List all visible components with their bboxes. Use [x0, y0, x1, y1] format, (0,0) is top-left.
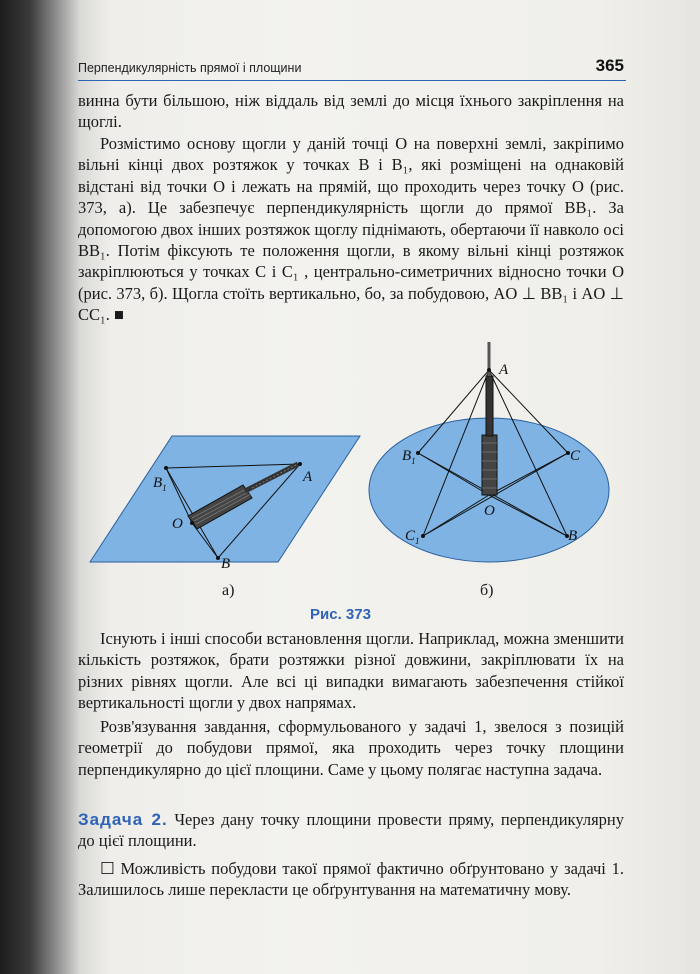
- task-2-solution: [78, 858, 624, 901]
- paragraph-continuation: [78, 90, 624, 133]
- paragraph-4-text: Розв'язування завдання, сформульованого у задачі 1, звелося з позицій геометрії до побудови прямої, яка проходить через точку площини перпендикулярно до цієї площини. Саме у цьому полягає наступна задача.: [78, 717, 624, 779]
- task-2-label: Задача 2.: [78, 810, 168, 829]
- label-b-B1: $B_1$: [402, 448, 416, 466]
- label-a-O: O: [172, 516, 183, 532]
- figure-373: [80, 340, 640, 630]
- paragraph-2-text: Розмістимо основу щогли у даній точці O на поверхні землі, закріпимо вільні кінці двох розтяжок у точках B і B₁, які розміщені на однаковій відстані від точки O і лежать на прямій, що проходить через точку O (рис. 373, а). Це забезпечує перпендикулярність щогли до прямої BB₁. За допомогою двох інших розтяжок щоглу піднімають, обертаючи її навколо осі BB₁. Потім фіксують те положення щогли, в якому вільні кінці розтяжок закріплюються у точках C і C₁ , центрально-симетричних відносно точки O (рис. 373, б). Щогла стоїть вертикально, бо, за побудовою, AO ⊥ BB₁ і AO ⊥ CC₁. ■: [78, 134, 624, 325]
- label-b-B: B: [568, 528, 578, 544]
- label-b-C1: $C_1$: [405, 528, 420, 546]
- label-a-A: A: [303, 469, 313, 485]
- task-2: [78, 809, 624, 852]
- figure-373-drawing: [80, 340, 640, 630]
- running-header: [78, 54, 626, 81]
- label-b-O: O: [484, 503, 495, 519]
- paragraph-other-methods: [78, 628, 624, 714]
- proof-start-box-icon: ☐: [100, 859, 115, 878]
- paragraph-3-text: Існують і інші способи встановлення щогли. Наприклад, можна зменшити кількість розтяжок, брати розтяжки різної довжини, закріплювати їх на різних рівнях щогли. Але всі ці випадки вимагають забезпечення стійкої вертикальності щогли у двох напрямах.: [78, 629, 624, 713]
- task-2-statement: Через дану точку площини провести пряму, перпендикулярну до цієї площини.: [78, 810, 624, 851]
- figure-caption: Рис. 373: [310, 606, 371, 623]
- label-b-A: A: [499, 362, 509, 378]
- paragraph-mast-setup: [78, 133, 624, 326]
- paragraph-1-text: винна бути більшою, ніж віддаль від землі до місця їхнього закріплення на щоглі.: [78, 91, 624, 132]
- paragraph-geometry-reduction: [78, 716, 624, 780]
- subcaption-a: а): [222, 582, 235, 599]
- label-b-C: C: [570, 448, 581, 464]
- label-a-B1: $B_1$: [153, 475, 167, 493]
- page-number: 365: [595, 56, 624, 75]
- header-title: Перпендикулярність прямої і площини: [78, 61, 302, 75]
- subcaption-b: б): [480, 582, 494, 599]
- label-a-B: B: [221, 556, 231, 572]
- task-2-solution-text: Можливість побудови такої прямої фактично обґрунтовано у задачі 1. Залишилось лише перекласти це обґрунтування на математичну мову.: [78, 859, 624, 900]
